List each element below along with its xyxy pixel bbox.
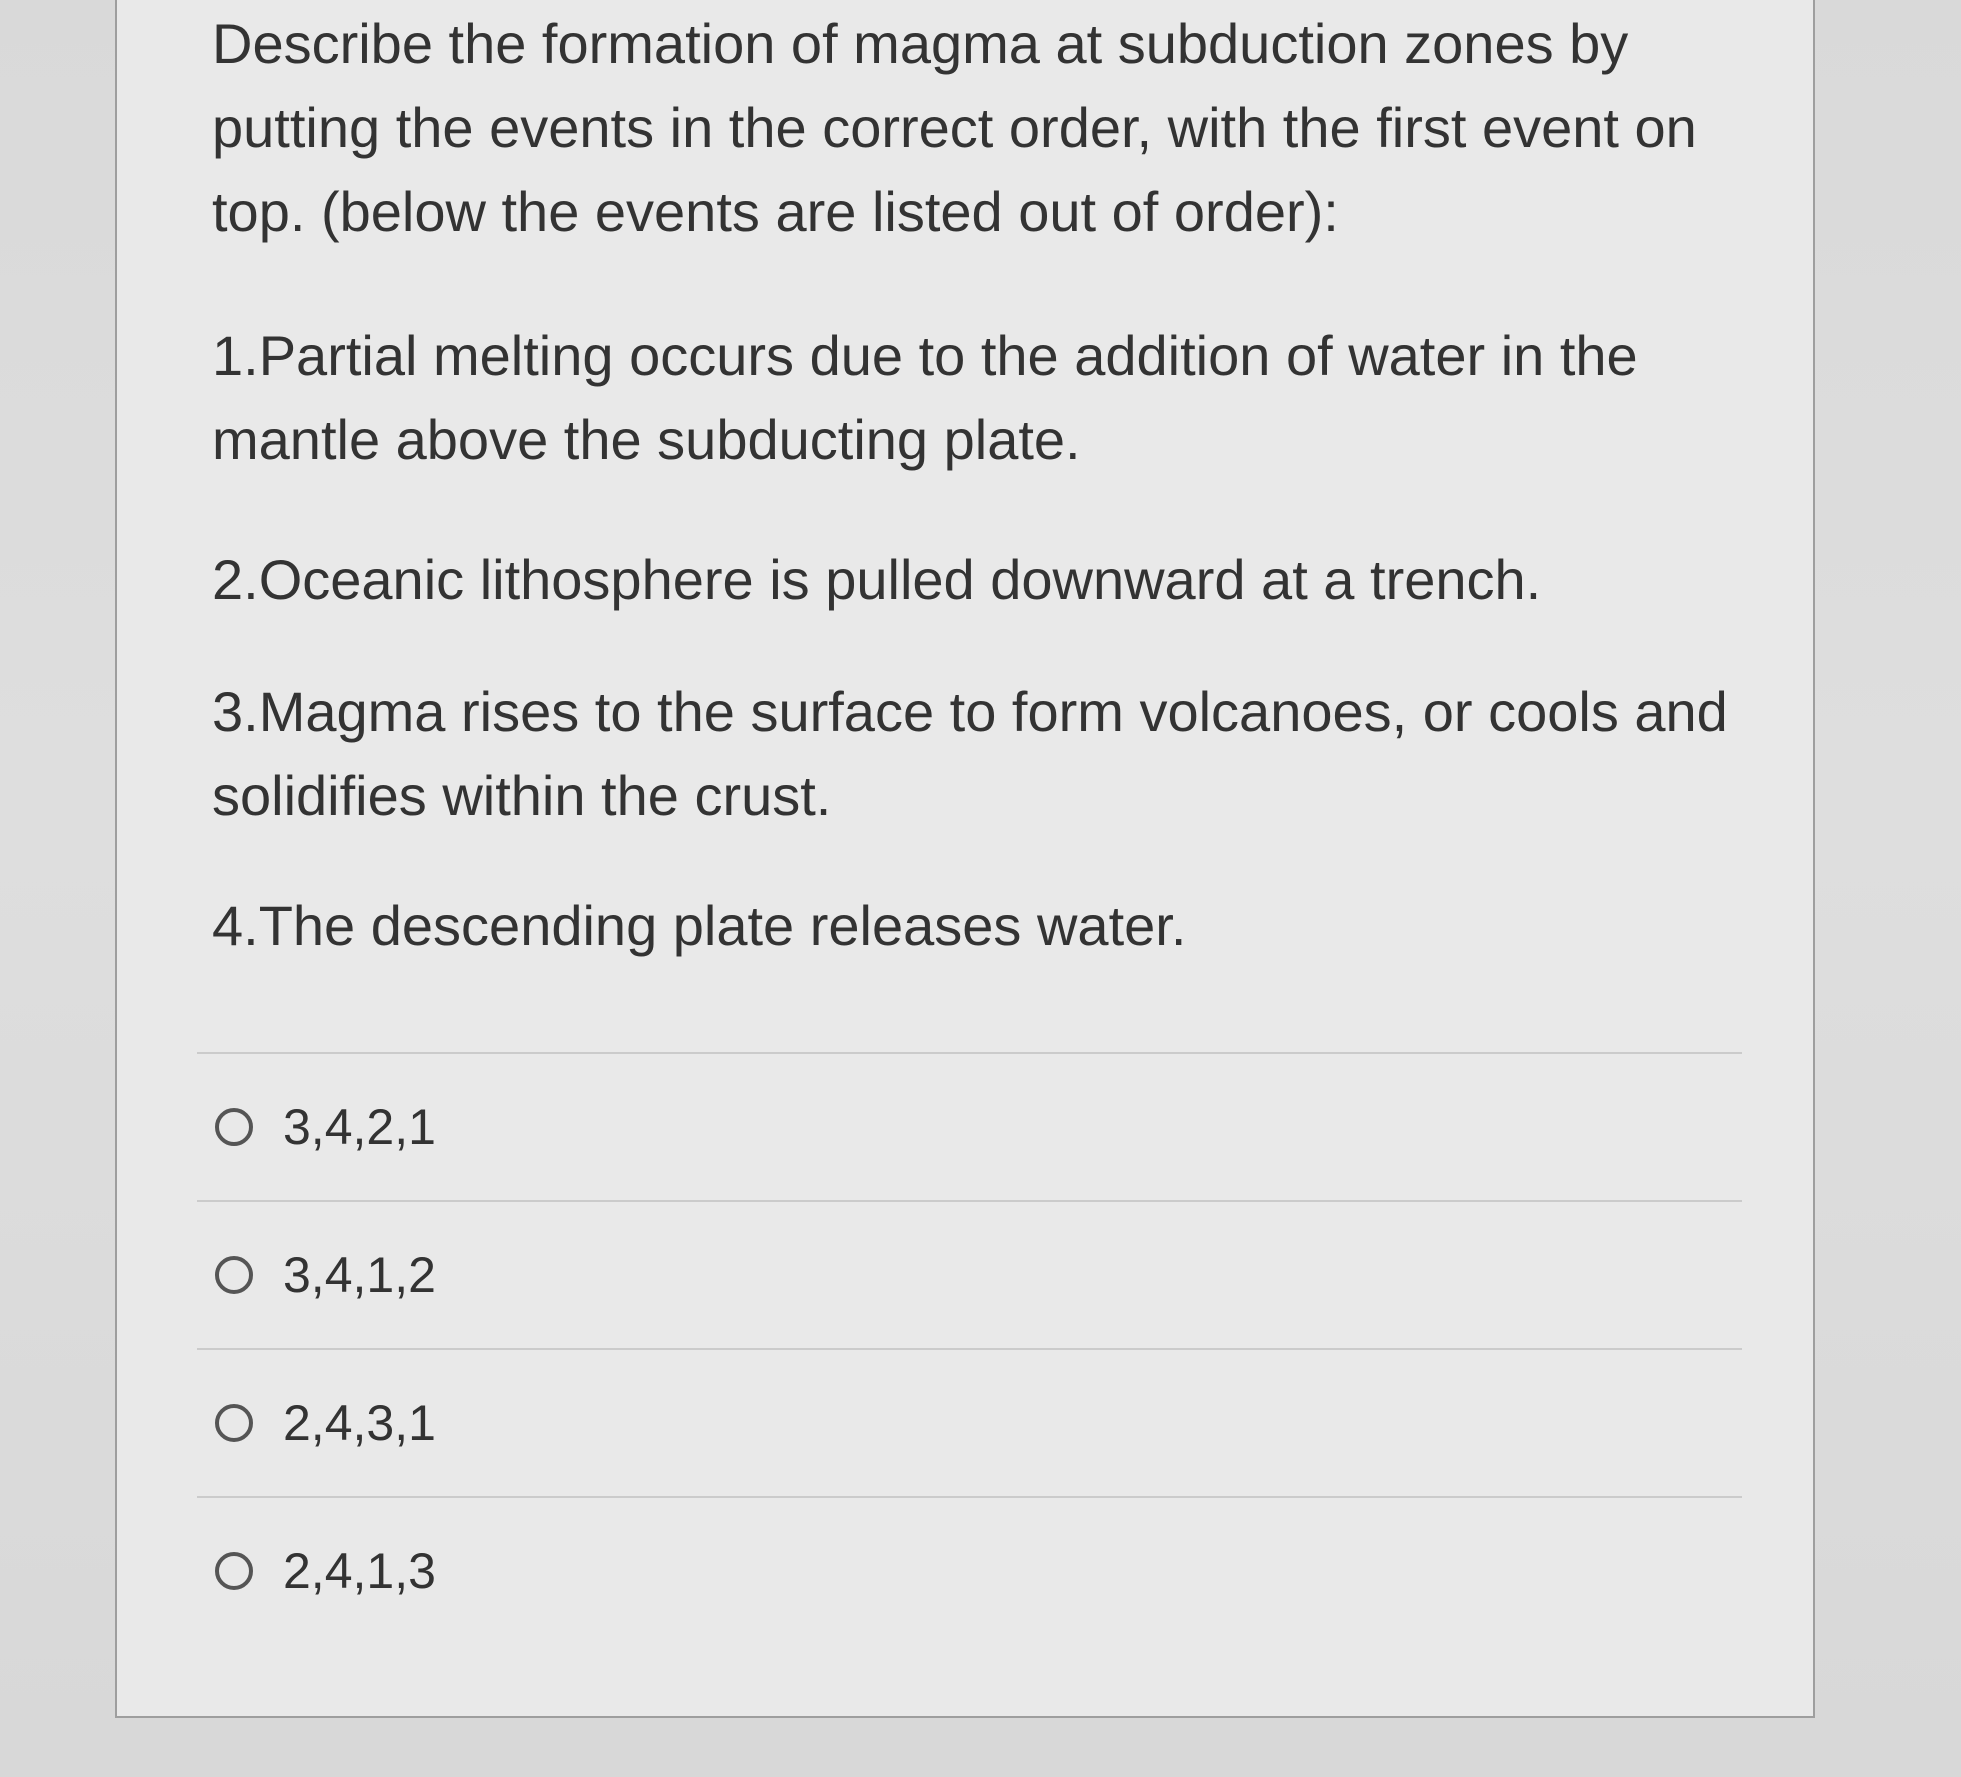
answer-option-3[interactable]: [197, 1350, 1742, 1496]
answer-option-label: 2,4,1,3: [283, 1543, 436, 1599]
event-item-1: 1.Partial melting occurs due to the addition of water in the mantle above the subducting plate.: [212, 324, 1638, 471]
radio-button-icon[interactable]: [215, 1552, 253, 1590]
answer-option-label: 3,4,1,2: [283, 1247, 436, 1303]
event-item-3: 3.Magma rises to the surface to form volcanoes, or cools and solidifies within the crust.: [212, 680, 1728, 827]
answer-option-label: 3,4,2,1: [283, 1099, 436, 1155]
radio-button-icon[interactable]: [215, 1404, 253, 1442]
radio-button-icon[interactable]: [215, 1108, 253, 1146]
answer-option-2[interactable]: [197, 1202, 1742, 1348]
question-card: [115, 0, 1815, 1718]
answer-options: [197, 1052, 1742, 1644]
answer-option-4[interactable]: [197, 1498, 1742, 1644]
question-prompt: Describe the formation of magma at subduction zones by putting the events in the correct order, with the first event on top. (below the events are listed out of order):: [212, 12, 1697, 243]
event-item-4: 4.The descending plate releases water.: [212, 894, 1187, 957]
event-item-2: 2.Oceanic lithosphere is pulled downward at a trench.: [212, 548, 1542, 611]
answer-option-1[interactable]: [197, 1054, 1742, 1200]
radio-button-icon[interactable]: [215, 1256, 253, 1294]
answer-option-label: 2,4,3,1: [283, 1395, 436, 1451]
